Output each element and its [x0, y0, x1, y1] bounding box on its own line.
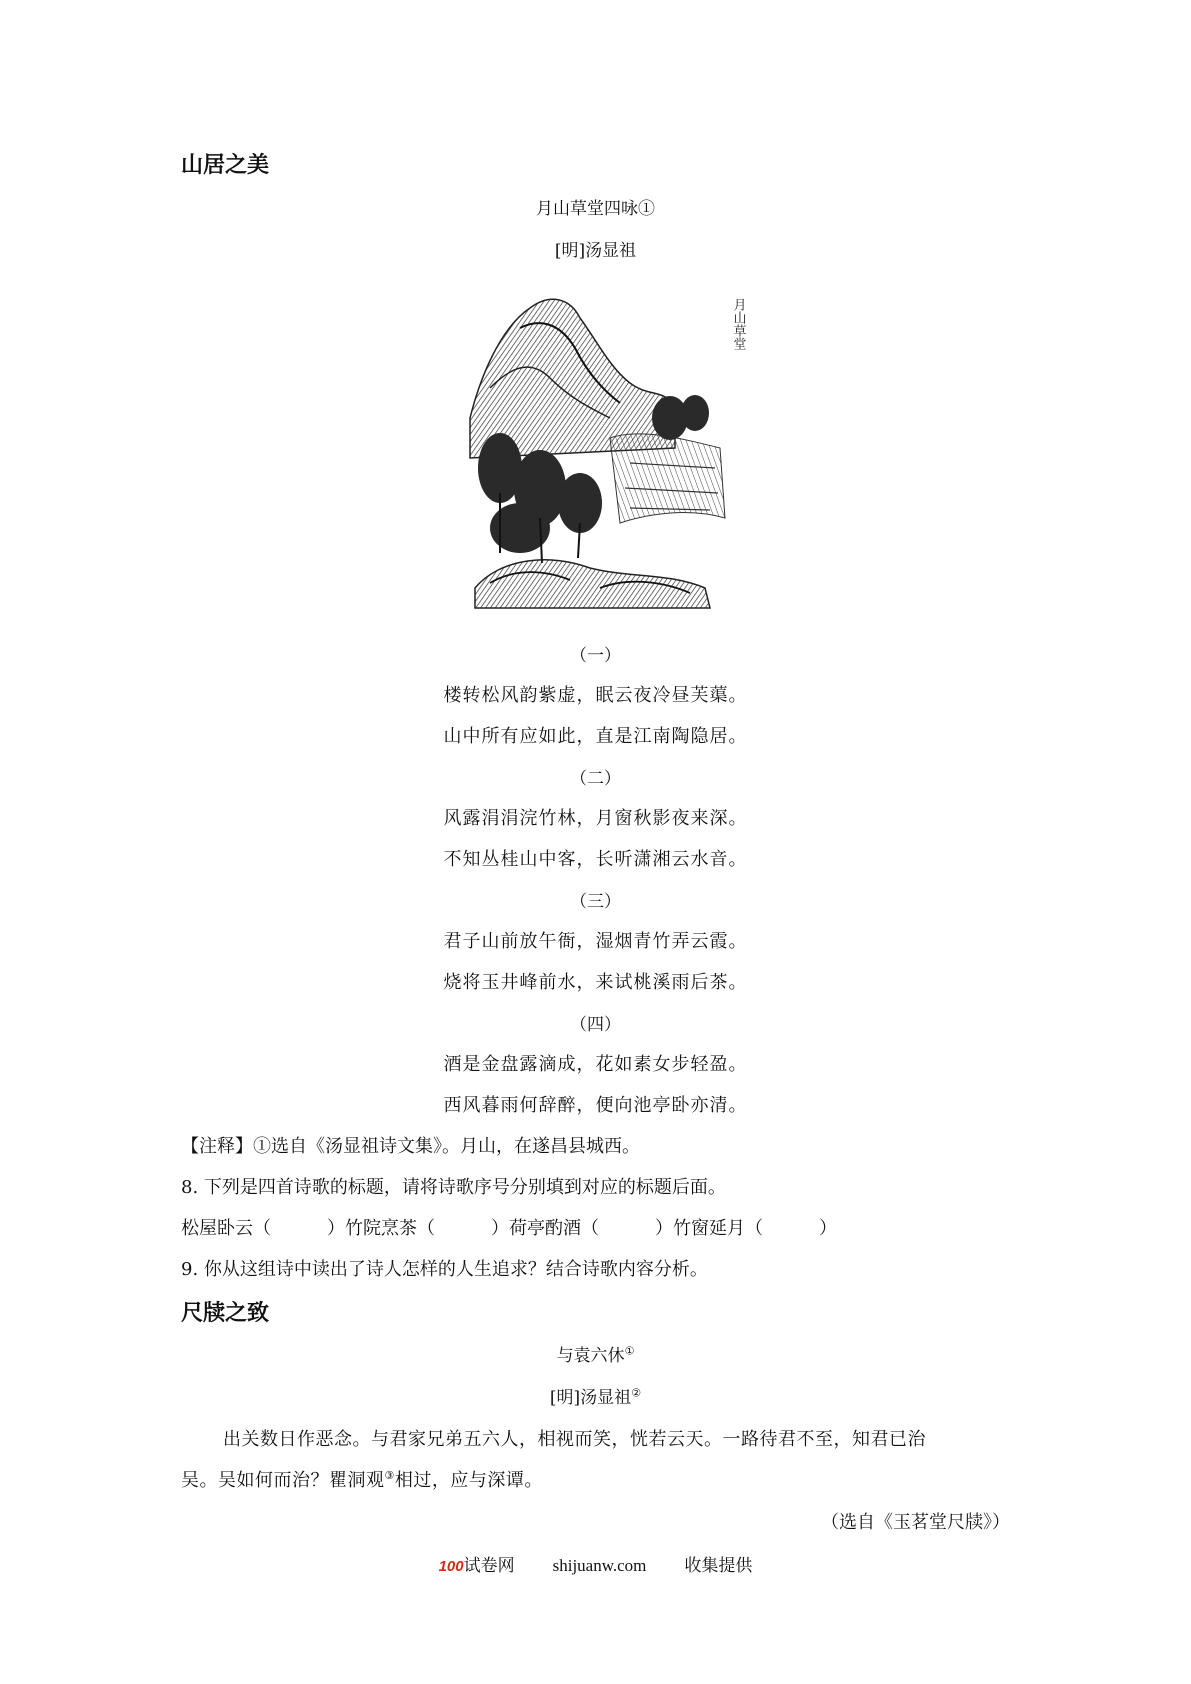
letter-body-line-1: 出关数日作恶念。与君家兄弟五六人，相视而笑，恍若云天。一路待君不至，知君已治	[223, 1429, 926, 1450]
question-8: 8. 下列是四首诗歌的标题，请将诗歌序号分别填到对应的标题后面。	[181, 1177, 726, 1198]
section-heading-chidu: 尺牍之致	[181, 1301, 270, 1326]
poem-line: 山中所有应如此，直是江南陶隐居。	[443, 726, 748, 747]
title-heting-zhuojiu: ）荷亭酌酒（	[491, 1218, 599, 1239]
letter-body-line-2	[181, 1466, 543, 1492]
stanza-number: （一）	[570, 646, 621, 666]
letter-title-text: 与袁六休	[556, 1346, 625, 1366]
section-heading-shanju: 山居之美	[181, 153, 270, 178]
footnote-mark: ①	[624, 1344, 635, 1358]
annotation-note: 【注释】①选自《汤显祖诗文集》。月山，在遂昌县城西。	[181, 1136, 640, 1157]
illustration-label: 月山草堂	[730, 298, 746, 350]
letter-title	[0, 1341, 1191, 1366]
poem-line: 烧将玉井峰前水，来试桃溪雨后茶。	[443, 972, 748, 993]
stanza-number: （四）	[570, 1015, 621, 1035]
letter-source: （选自《玉茗堂尺牍》）	[821, 1512, 1010, 1533]
site-logo: 100	[438, 1558, 464, 1575]
title-zhuyuan-pengcha: ）竹院烹茶（	[327, 1218, 435, 1239]
site-domain[interactable]: shijuanw.com	[552, 1556, 647, 1575]
poem-author: [明]汤显祖	[554, 241, 637, 261]
footnote-mark: ③	[384, 1469, 395, 1482]
site-name: 试卷网	[463, 1556, 515, 1575]
poem-line: 酒是金盘露滴成，花如素女步轻盈。	[443, 1054, 748, 1075]
title-songwu-woyun: 松屋卧云（	[181, 1218, 271, 1239]
letter-body-text: 相过，应与深谭。	[394, 1470, 543, 1491]
letter-author-text: [明]汤显祖	[549, 1388, 632, 1408]
letter-author	[0, 1383, 1191, 1408]
stanza-number: （三）	[570, 892, 621, 912]
title-zhuchuang-yanyue: ）竹窗延月（	[655, 1218, 763, 1239]
poem-line: 西风暮雨何辞醉，便向池亭卧亦清。	[443, 1095, 748, 1116]
poem-line: 楼转松风韵紫虚，眠云夜冷昼芙蕖。	[443, 685, 748, 706]
poem-line: 君子山前放午衙，湿烟青竹弄云霞。	[443, 931, 748, 952]
landscape-illustration	[460, 288, 760, 618]
page-footer	[0, 1551, 1191, 1576]
footnote-mark: ②	[631, 1386, 642, 1400]
question-8-answers	[181, 1214, 837, 1240]
stanza-number: （二）	[570, 769, 621, 789]
closing-paren: ）	[819, 1218, 837, 1239]
poem-line: 风露涓涓浣竹林，月窗秋影夜来深。	[443, 808, 748, 829]
poem-line: 不知丛桂山中客，长听潇湘云水音。	[443, 849, 748, 870]
question-9: 9. 你从这组诗中读出了诗人怎样的人生追求？结合诗歌内容分析。	[181, 1259, 708, 1280]
letter-body-text: 吴。吴如何而治？瞿洞观	[181, 1470, 385, 1491]
footer-provided: 收集提供	[684, 1556, 753, 1575]
poem-title: 月山草堂四咏①	[536, 199, 655, 219]
